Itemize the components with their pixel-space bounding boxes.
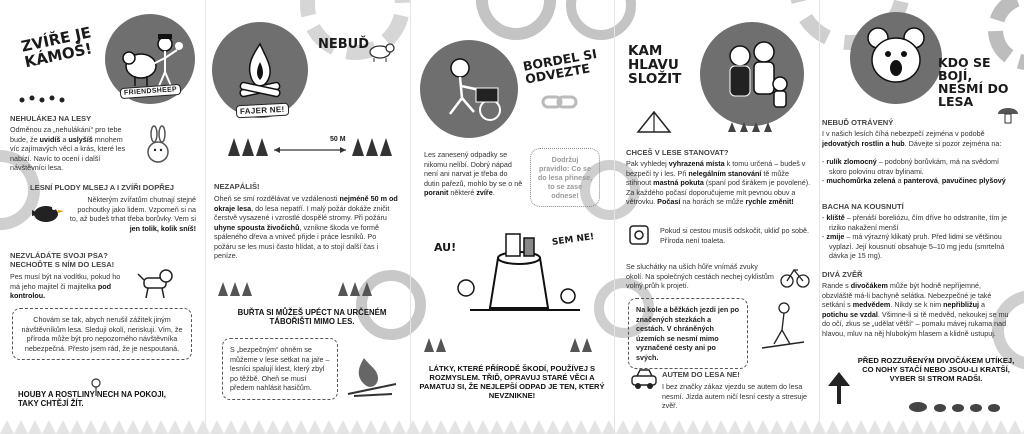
p3-footer: LÁTKY, KTERÉ PŘÍRODĚ ŠKODÍ, POUŽÍVEJ S ROZMYSLEM. TŘIĎ, OPRAVUJ STARÉ VĚCI A PAMATUJ SI, ŽE NEJLEPŠÍ ODPAD JE TEN, KTERÝ NEVZNIKNE! — [419, 364, 605, 401]
dog-icon — [136, 266, 174, 300]
fajer-badge: FAJER NE! — [236, 103, 289, 119]
p4-text-1: Pak vyhledej vyhrazená místa k tomu určená – budeš v bezpečí ty i les. Při nelegálním stanování tě může stihnout mastná pokuta (spaní pod širákem je povolené). Za každého počasí doporučujeme mít pevnou obuv a větrovku. Počasí na horách se může rychle změnit! — [626, 159, 811, 206]
p1-heading-3: NEZVLÁDÁTE SVOJI PSA? NECHOĎTE S NÍM DO LESA! — [10, 251, 115, 270]
distance-label: 50 M — [330, 136, 346, 143]
tree-arrow-icon — [824, 370, 854, 406]
toilet-paper-icon — [628, 222, 654, 248]
p5-heading-2: BACHA NA KOUSNUTÍ — [822, 202, 904, 211]
car-icon — [630, 368, 658, 390]
p1-heading-2: LESNÍ PLODY MLSEJ A I ZVÍŘI DOPŘEJ — [30, 183, 175, 192]
p1-note-box: Chovám se tak, abych nerušil zážitek jiným návštěvníkům lesa. Sleduji okolí, neriskuji. Vím, že příroda může být pro nepozorného návštěvníka nebezpečná. Přesto jsem rád, že je nespoutaná. — [12, 308, 192, 360]
semne-label: SEM NE! — [551, 232, 595, 248]
tent-icon — [628, 106, 808, 136]
skier-icon — [754, 300, 810, 356]
panel3-title: BORDEL SI ODVEZTE — [521, 46, 598, 87]
p2-heading-1: NEZAPÁLIŠ! — [214, 182, 260, 191]
p4-note-box: Na kole a běžkách jezdi jen po značených stezkách a cestách. V chráněných územích se nesmí mimo vyznačené cesty ani po svých. — [628, 298, 748, 369]
mushroom-icon — [996, 104, 1020, 124]
p4-text-2: Pokud si cestou musíš odskočit, ukliď po sobě. Příroda není toaleta. — [660, 226, 810, 245]
panel4-title: KAM HLAVU SLOŽIT — [628, 43, 682, 88]
p5-list-1: - rulík zlomocný – podobný borůvkám, má na svědomí skoro polovinu otrav bylinami. - muchomůrka zelená a panterová, pavučinec plyšový — [822, 157, 1006, 185]
footprints-icon — [18, 94, 78, 104]
p2-note-box: S „bezpečným“ ohněm se můžeme v lese setkat na jaře – lesníci spalují klest, který zbyl po těžbě. Oheň se musí předem nahlásit hasičům. — [222, 338, 338, 400]
p1-heading-1: NEHULÁKEJ NA LESY — [10, 114, 92, 123]
decor-ring — [476, 0, 556, 40]
animal-icon — [366, 40, 396, 62]
panel5-title: KDO SE BOJÍ, NESMÍ DO LESA — [938, 55, 1009, 110]
bird-icon — [30, 196, 64, 228]
treeline-icon — [420, 334, 600, 354]
panel2-title: NEBUĎ — [318, 37, 370, 52]
decor-ring — [566, 0, 636, 40]
stump-trash-icon — [440, 218, 600, 314]
p5-text-3: Rande s divočákem může být hodně nepříjemné, obzvláště má-li bachyně selátka. Nebezpečné je také setkání s medvědem. Nikdy se k nim nepřibližuj a potichu se vzdal. Všimne-li si tě medvěd, nekoukej se mu do očí, zkus se „udělat větší“ – pomalu mávej rukama nad hlavou, mluv na něj hlubokým hlasem a klidně ustupuj. — [822, 281, 1009, 338]
p5-heading-3: DIVÁ ZVĚŘ — [822, 270, 863, 279]
friendsheep-badge: FRIENDSHEEP — [120, 84, 182, 99]
bicycle-icon — [780, 262, 810, 288]
p4-heading-1: CHCEŠ V LESE STANOVAT? — [626, 148, 729, 157]
p1-text-2: Některým zvířatům chutnají stejné pochoutky jako lidem. Vzpomeň si na to, až budeš trhat třeba borůvky. Vem si jen tolik, kolik sníš! — [69, 195, 196, 233]
p5-list-2: - klíště – přenáší boreliózu, čím dříve ho odstraníte, tím je riziko nakažení menší - zmije – má výrazný klikatý pruh. Před lidmi se většinou vyplazí. Její kousnutí obsahuje 5–10 mg jedu (smrtelná dávka je 15 mg). — [822, 213, 1007, 260]
p2-middle-note: BUŘTA SI MŮŽEŠ UPÉCT NA URČENÉM TÁBOŘIŠTI MIMO LES. — [237, 308, 387, 327]
p3-rule-bubble: Dodržuj pravidlo: Co se do lesa přinese, to se zase odnese! — [530, 148, 600, 207]
p4-text-4: I bez značky zákaz vjezdu se autem do lesa nesmí. Jízda autem ničí lesní cesty a stresuje zvěř. — [662, 382, 808, 410]
p1-text-3: Pes musí být na vodítku, pokud ho má jeho majitel či majitelka pod kontrolou. — [10, 272, 121, 300]
panel1-title: ZVÍŘE JE KÁMOŠ! — [19, 23, 94, 72]
treeline-icon — [218, 278, 398, 298]
p5-heading-1: NEBUĎ OTRÁVENÝ — [822, 118, 894, 127]
p1-text-1: Odměnou za „nehulákání“ pro tebe bude, že uvidíš a uslyšíš mnohem víc zajímavých věcí a krás, které les nabízí. Navíc to ocení i další návštěvníci lesa. — [10, 125, 126, 172]
burning-branches-icon — [344, 350, 400, 400]
distance-trees-icon — [222, 128, 402, 168]
p2-text-1: Oheň se smí rozdělávat ve vzdálenosti nejméně 50 m od okraje lesa, do lesa nepatří. I malý požár dokáže zničit čerstvě vysazené i vzrostlé dospělé stromy. Při požáru uhyne spousta živočichů, vznikne škoda ve formě spáleného dřeva a vniveč přijde i práce lesníků. Po požáru se les musí často hlídat, a to stojí další čas i peníze. — [214, 194, 398, 260]
grass-border — [0, 416, 1024, 434]
au-label: AU! — [434, 241, 457, 254]
p5-footer: PŘED ROZZUŘENÝM DIVOČÁKEM UTÍKEJ, CO NOHY STAČÍ NEBO JSOU-LI KRATŠÍ, VYBER SI STROM RADŠI. — [857, 356, 1015, 384]
rabbit-icon — [140, 128, 176, 168]
cyclist-trash-icon — [420, 40, 518, 138]
cyclist-circle — [420, 40, 518, 138]
bear-circle — [850, 12, 942, 104]
bear-icon — [850, 12, 942, 104]
p5-text-1: I v našich lesích číhá nebezpečí zejména v podobě jedovatých rostlin a hub. Dávejte si pozor zejména na: — [822, 129, 1002, 148]
p3-text-1: Les zanesený odpadky se nikomu nelíbí. Dobrý nápad není ani narvat je třeba do dutin pařezů, mohlo by se o ně poranit některé zvíře. — [424, 150, 523, 197]
chain-link-icon — [542, 94, 578, 110]
p1-footer: HOUBY A ROSTLINY NECH NA POKOJI, TAKY CHTĚJÍ ŽÍT. — [18, 390, 166, 409]
p4-heading-2: AUTEM DO LESA NE! — [662, 370, 740, 379]
p4-text-3: Se sluchátky na uších hůře vnímáš zvuky okolí. Na společných cestách nechej cyklistům volný průh k projetí. — [626, 262, 774, 290]
boar-family-icon — [906, 400, 1016, 414]
